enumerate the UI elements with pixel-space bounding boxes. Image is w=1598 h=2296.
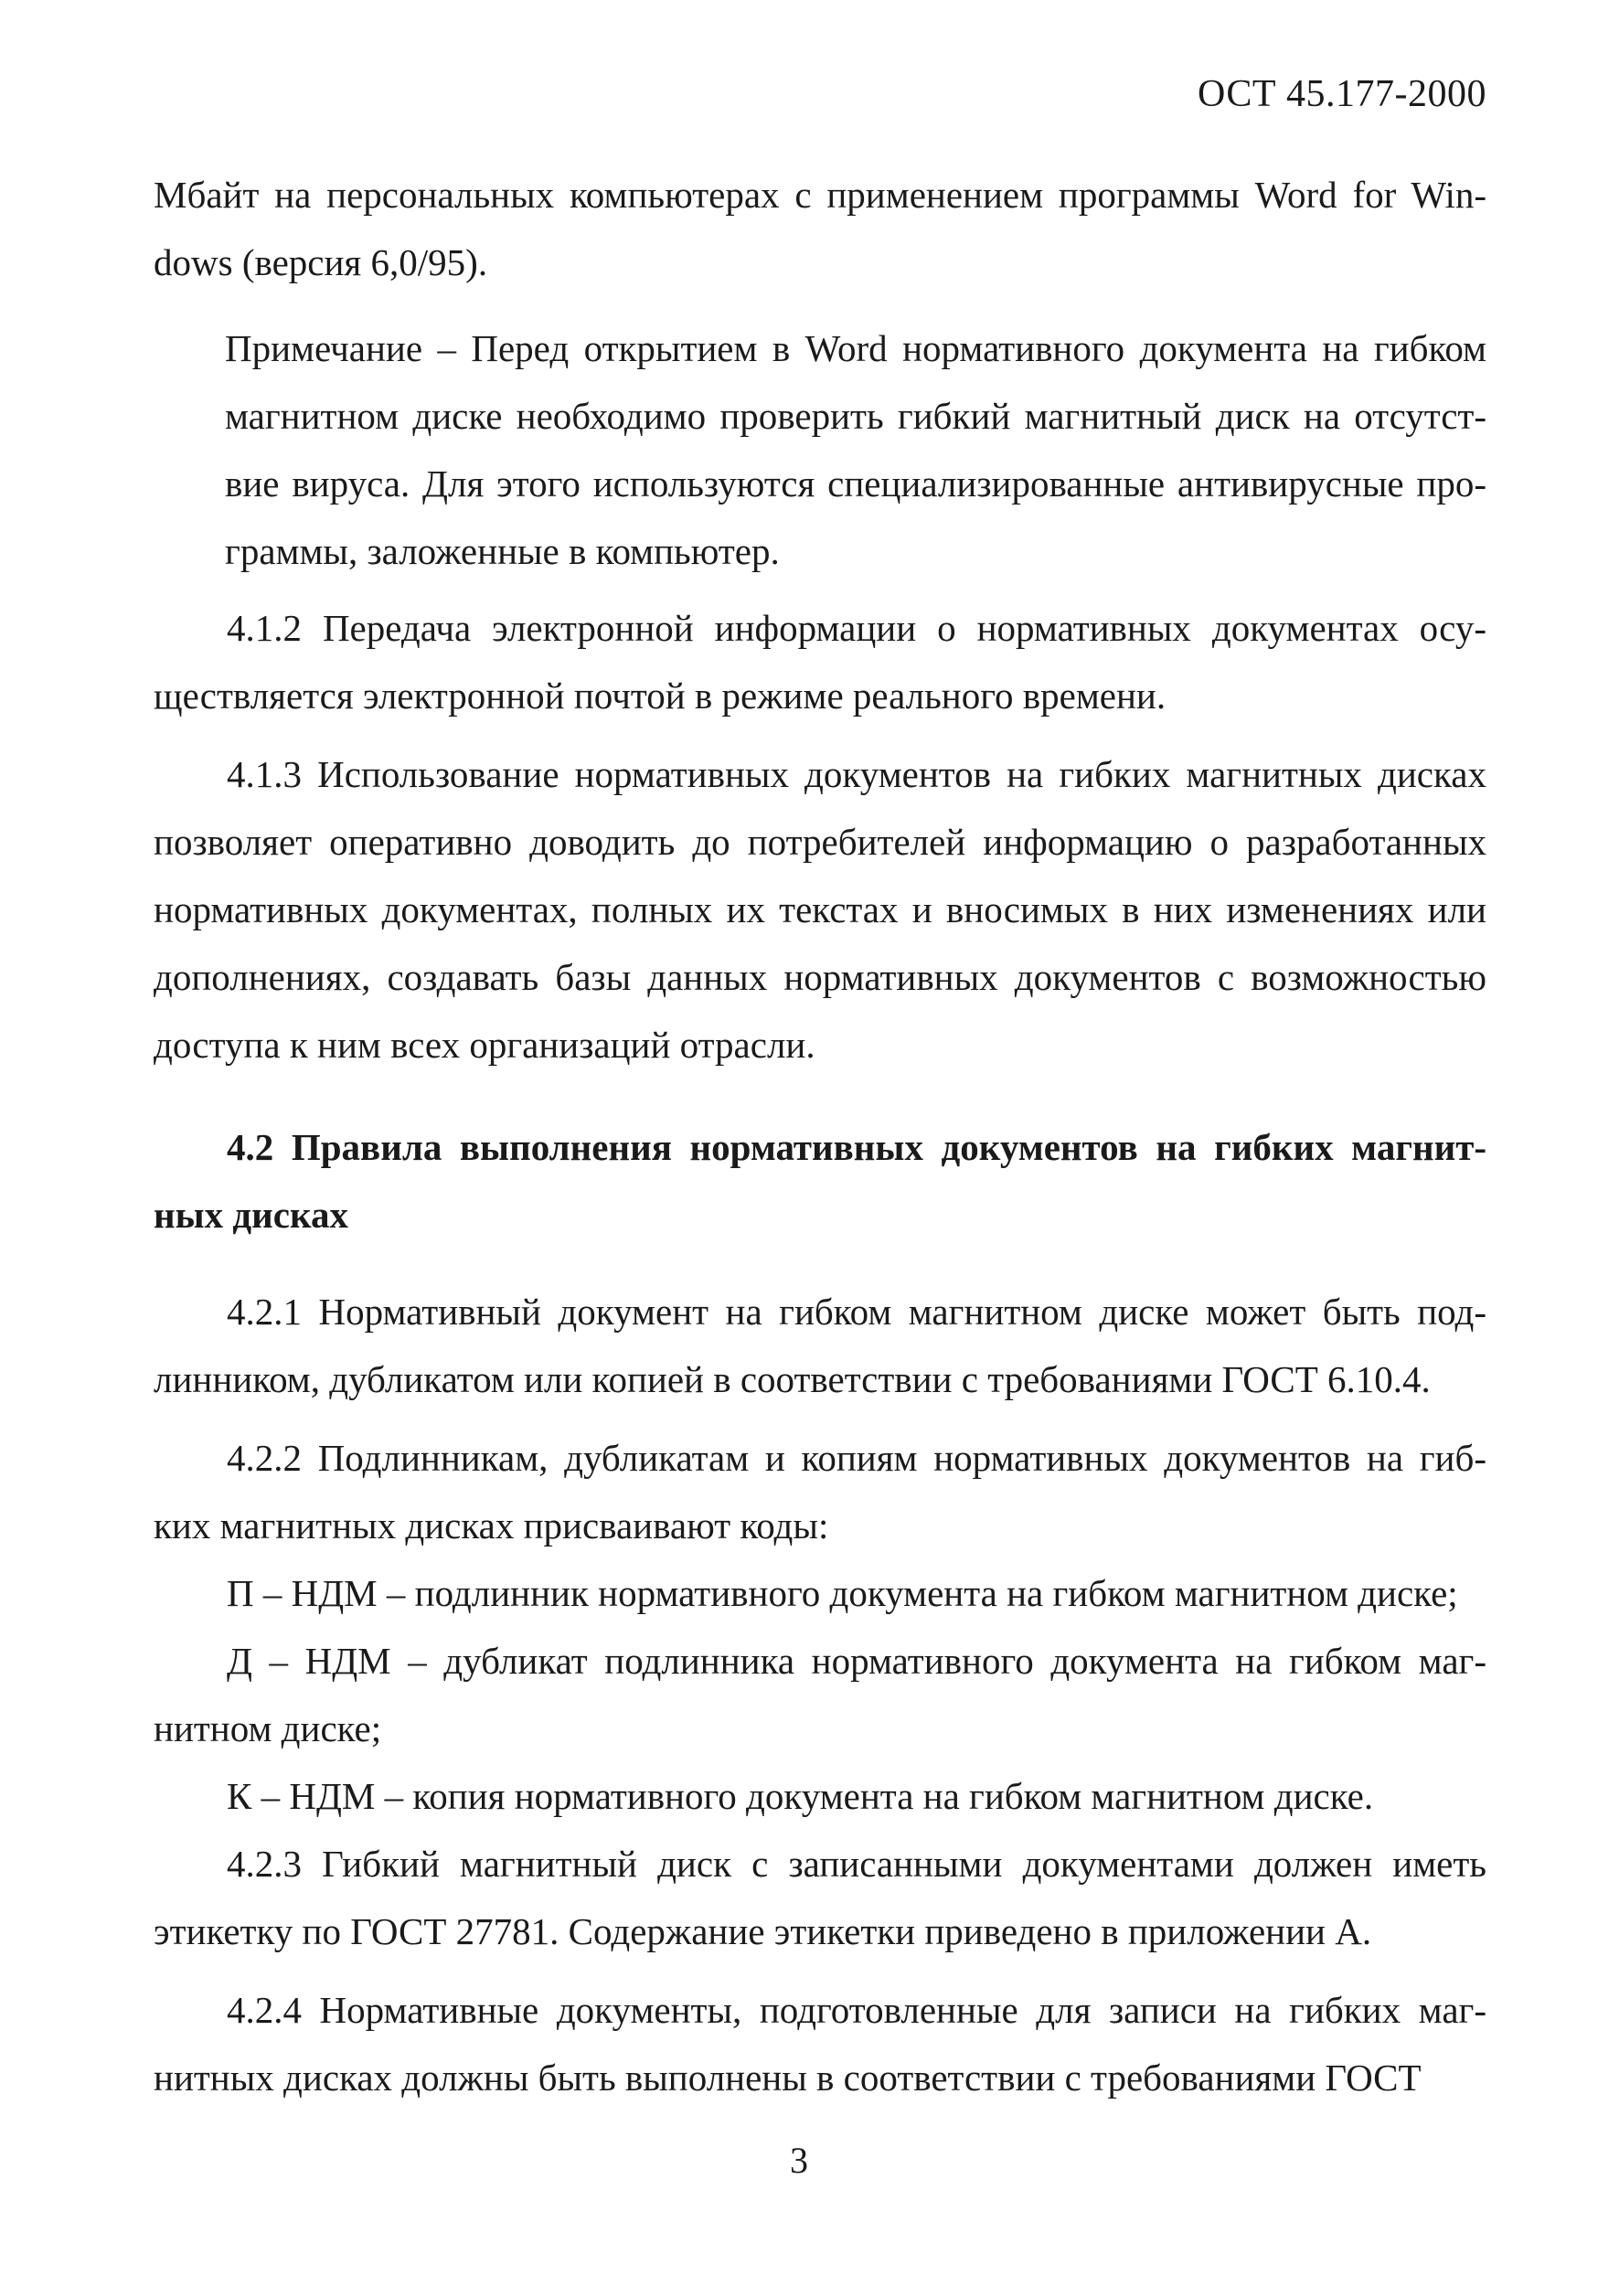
note-paragraph: Примечание – Перед открытием в Word нормативного документа на гибком магнитном диске необходимо проверить гибкий магнитный диск на отсутст-вие вируса. Для этого используются специализированные антивирусные про-граммы, заложенные в компьютер. [225,327,1486,572]
document-code-header: ОСТ 45.177-2000 [1198,73,1486,115]
code-item-original: П – НДМ – подлинник нормативного документа на гибком магнитном диске; [227,1572,1458,1614]
section-heading-4-2: 4.2 Правила выполнения нормативных документов на гибких магнит-ных дисках [154,1126,1486,1236]
paragraph-4-1-3: 4.1.3 Использование нормативных документов на гибких магнитных дисках позволяет оперативно доводить до потребителей информацию о разработанных нормативных документах, полных их текстах и вносимых в них изменениях или дополнениях, создавать базы данных нормативных документов с возможностью доступа к ним всех организаций отрасли. [154,753,1486,1066]
paragraph-4-2-3: 4.2.3 Гибкий магнитный диск с записанными документами должен иметь этикетку по ГОСТ 27781. Содержание этикетки приведено в приложении А. [154,1843,1486,1952]
page-number: 3 [790,2140,808,2181]
paragraph-4-2-1: 4.2.1 Нормативный документ на гибком магнитном диске может быть под-линником, дубликатом или копией в соответствии с требованиями ГОСТ 6.10.4. [154,1291,1486,1400]
document-body [154,161,1486,2111]
paragraph-4-2-4: 4.2.4 Нормативные документы, подготовленные для записи на гибких маг-нитных дисках должны быть выполнены в соответствии с требованиями ГОСТ [154,1989,1486,2099]
paragraph-4-1-2: 4.1.2 Передача электронной информации о нормативных документах осу-ществляется электронной почтой в режиме реального времени. [154,607,1486,717]
code-item-copy: К – НДМ – копия нормативного документа на гибком магнитном диске. [227,1775,1374,1817]
paragraph-continuation: Мбайт на персональных компьютерах с применением программы Word for Win-dows (версия 6,0/95). [154,174,1486,283]
code-item-duplicate: Д – НДМ – дубликат подлинника нормативного документа на гибком маг-нитном диске; [154,1640,1486,1749]
paragraph-4-2-2: 4.2.2 Подлинникам, дубликатам и копиям нормативных документов на гиб-ких магнитных дисках присваивают коды: [154,1437,1486,1547]
